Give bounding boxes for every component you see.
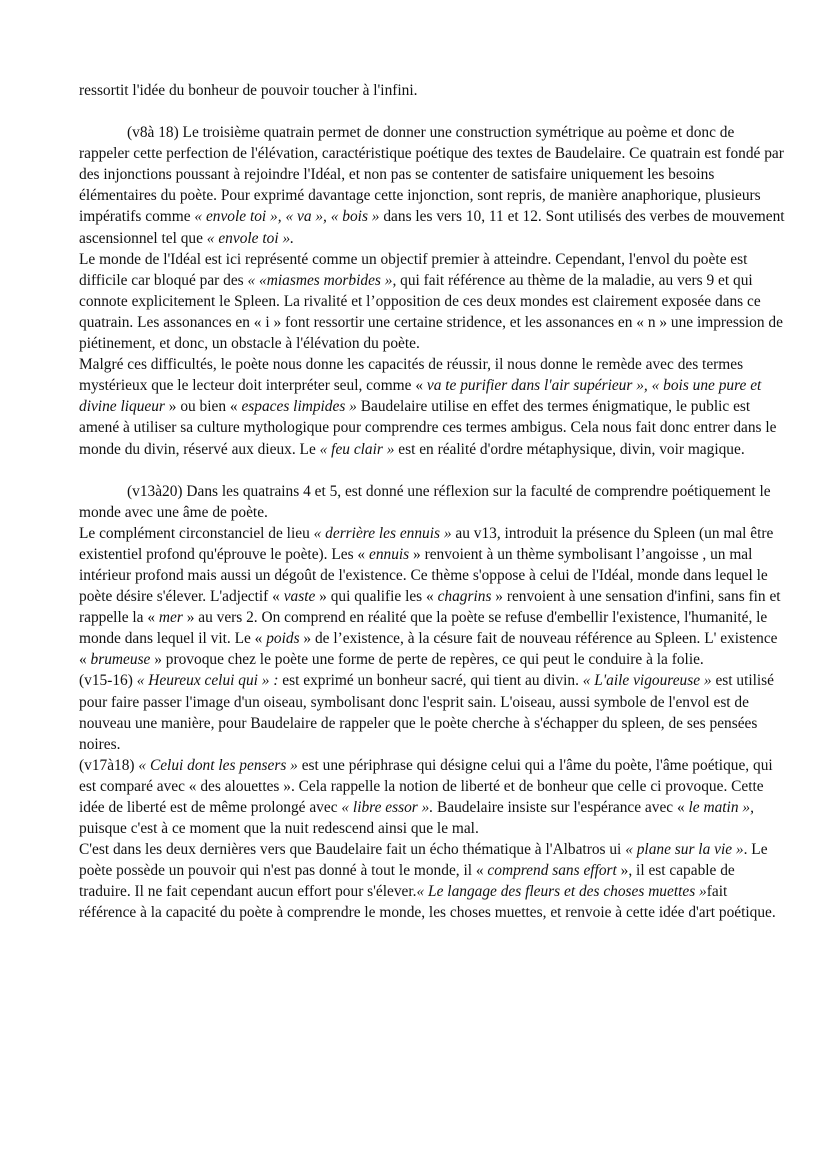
paragraph	[79, 670, 788, 754]
paragraph	[79, 481, 788, 523]
text-run: . Le poète possède un pouvoir qui n'est pas donné à tout le monde, il «	[79, 841, 768, 880]
paragraph	[79, 80, 788, 101]
text-run: » renvoient à une sensation d'infini, sans fin et rappelle la «	[79, 588, 781, 627]
italic-quote: le matin »,	[688, 799, 754, 816]
text-run: (v17à18)	[79, 756, 139, 774]
italic-quote: « envole toi », « va », « bois »	[194, 208, 380, 226]
text-run: » renvoient à un thème symbolisant l’angoisse , un mal intérieur profond mais aussi un dégoût de l'existence. Ce thème s'oppose à celui de l'Idéal, monde dans lequel le poète désire s'élever. L'adjectif «	[79, 545, 768, 606]
text-run: au v13, introduit la présence du Spleen (un mal être existentiel profond qu'éprouve le poète). Les «	[79, 524, 774, 563]
text-run: est une périphrase qui désigne celui qui a l'âme du poète, l'âme poétique, qui est comparé avec « des alouettes ». Cela rappelle la notion de liberté et de bonheur que celle ci provoque. Cette idée de liberté est de même prolongé avec	[79, 756, 773, 816]
text-run: est exprimé un bonheur sacré, qui tient au divin.	[278, 672, 583, 690]
text-run: (v8à 18) Le troisième quatrain permet de donner une construction symétrique au poème et donc de rappeler cette perfection de l'élévation, caractéristique poétique des textes de Baudelaire. Ce quatrain est fondé par des injonctions poussant à rejoindre l'Idéal, et non pas se contenter de satisfaire uniquement les besoins élémentaires du poète. Pour exprimé davantage cette injonction, sont repris, de manière anaphorique, plusieurs impératifs comme	[79, 124, 784, 226]
text-run: fait référence à la capacité du poète à comprendre le monde, les choses muettes, et renvoie à cette idée d'art poétique.	[79, 883, 776, 922]
text-run: » ou bien «	[164, 398, 242, 416]
text-run: qui fait référence au thème de la maladie, au vers 9 et qui connote explicitement le Spleen. La rivalité et l’opposition de ces deux mondes est clairement exposée dans ce quatrain. Les assonances en « i » font ressortir une certaine stridence, et les assonances en « n » une impression de piétinement, et donc, un obstacle à l'élévation du poète.	[79, 271, 783, 353]
italic-quote: « envole toi ».	[206, 229, 294, 247]
text-run: est utilisé pour faire passer l'image d'un oiseau, symbolisant donc l'esprit sain. L'oiseau, aussi symbole de l'envol est de nouveau une manière, pour Baudelaire de rappeler que le poète cherche à s'échapper du spleen, de ses pensées noires.	[79, 672, 775, 753]
italic-quote: chagrins	[437, 588, 492, 606]
italic-quote: espaces limpides »	[241, 398, 357, 416]
italic-quote: « libre essor ».	[341, 799, 434, 816]
italic-quote: ennuis	[368, 545, 410, 563]
text-run: C'est dans les deux dernières vers que Baudelaire fait un écho thématique à l'Albatros ui	[79, 841, 626, 859]
italic-quote: mer	[158, 609, 183, 627]
text-run: (v13à20) Dans les quatrains 4 et 5, est donné une réflexion sur la faculté de comprendre poétiquement le monde avec une âme de poète.	[79, 482, 771, 521]
text-run: dans les vers 10, 11 et 12. Sont utilisés des verbes de mouvement ascensionnel tel que	[79, 208, 785, 247]
italic-quote: « «miasmes morbides »,	[247, 271, 397, 289]
italic-quote: « plane sur la vie »	[625, 841, 744, 859]
paragraph-spacer	[79, 101, 788, 122]
text-run: (v15-16)	[79, 672, 137, 690]
text-run: » au vers 2. On comprend en réalité que la poète se refuse d'embellir l'existence, l'humanité, le monde dans lequel il vit. Le «	[79, 609, 768, 648]
text-run: », il est capable de traduire. Il ne fait cependant aucun effort pour s'élever.	[79, 862, 735, 901]
paragraph	[79, 249, 788, 354]
italic-quote: va te purifier dans l'air supérieur », « bois une pure et divine liqueur	[79, 377, 762, 416]
paragraph	[79, 122, 788, 249]
paragraph	[79, 755, 788, 839]
paragraph	[79, 523, 788, 671]
italic-quote: « L'aile vigoureuse »	[582, 672, 712, 690]
text-run: Baudelaire insiste sur l'espérance avec «	[433, 799, 689, 816]
italic-quote: « Heureux celui qui » :	[136, 672, 279, 690]
italic-quote: « feu clair »	[319, 440, 395, 458]
text-run: » de l’existence, à la césure fait de nouveau référence au Spleen. L' existence «	[79, 630, 778, 669]
italic-quote: poids	[266, 630, 300, 648]
italic-quote: « Le langage des fleurs et des choses muettes »	[416, 883, 707, 901]
text-run: Malgré ces difficultés, le poète nous donne les capacités de réussir, il nous donne le remède avec des termes mystérieux que le lecteur doit interpréter seul, comme «	[79, 356, 744, 395]
text-run: Baudelaire utilise en effet des termes énigmatique, le public est amené à utiliser sa culture mythologique pour comprendre ces termes ambigus. Cela nous fait donc entrer dans le monde du divin, réservé aux dieux. Le	[79, 398, 777, 458]
text-run: » provoque chez le poète une forme de perte de repères, ce qui peut le conduire à la folie.	[150, 651, 704, 669]
italic-quote: « derrière les ennuis »	[313, 524, 452, 542]
italic-quote: comprend sans effort	[487, 862, 617, 880]
italic-quote: vaste	[283, 588, 316, 606]
text-run: » qui qualifie les «	[315, 588, 438, 606]
text-run: est en réalité d'ordre métaphysique, divin, voir magique.	[394, 440, 745, 458]
italic-quote: « Celui dont les pensers »	[138, 756, 298, 774]
paragraph	[79, 839, 788, 923]
italic-quote: brumeuse	[90, 651, 151, 669]
text-run: ressortit l'idée du bonheur de pouvoir toucher à l'infini.	[79, 82, 418, 99]
paragraph-spacer	[79, 460, 788, 481]
document-body	[79, 80, 788, 924]
text-run: puisque c'est à ce moment que la nuit redescend ainsi que le mal.	[79, 820, 479, 838]
text-run: Le monde de l'Idéal est ici représenté comme un objectif premier à atteindre. Cependant, l'envol du poète est difficile car bloqué par des	[79, 250, 748, 289]
text-run: Le complément circonstanciel de lieu	[79, 524, 314, 542]
paragraph	[79, 354, 788, 459]
